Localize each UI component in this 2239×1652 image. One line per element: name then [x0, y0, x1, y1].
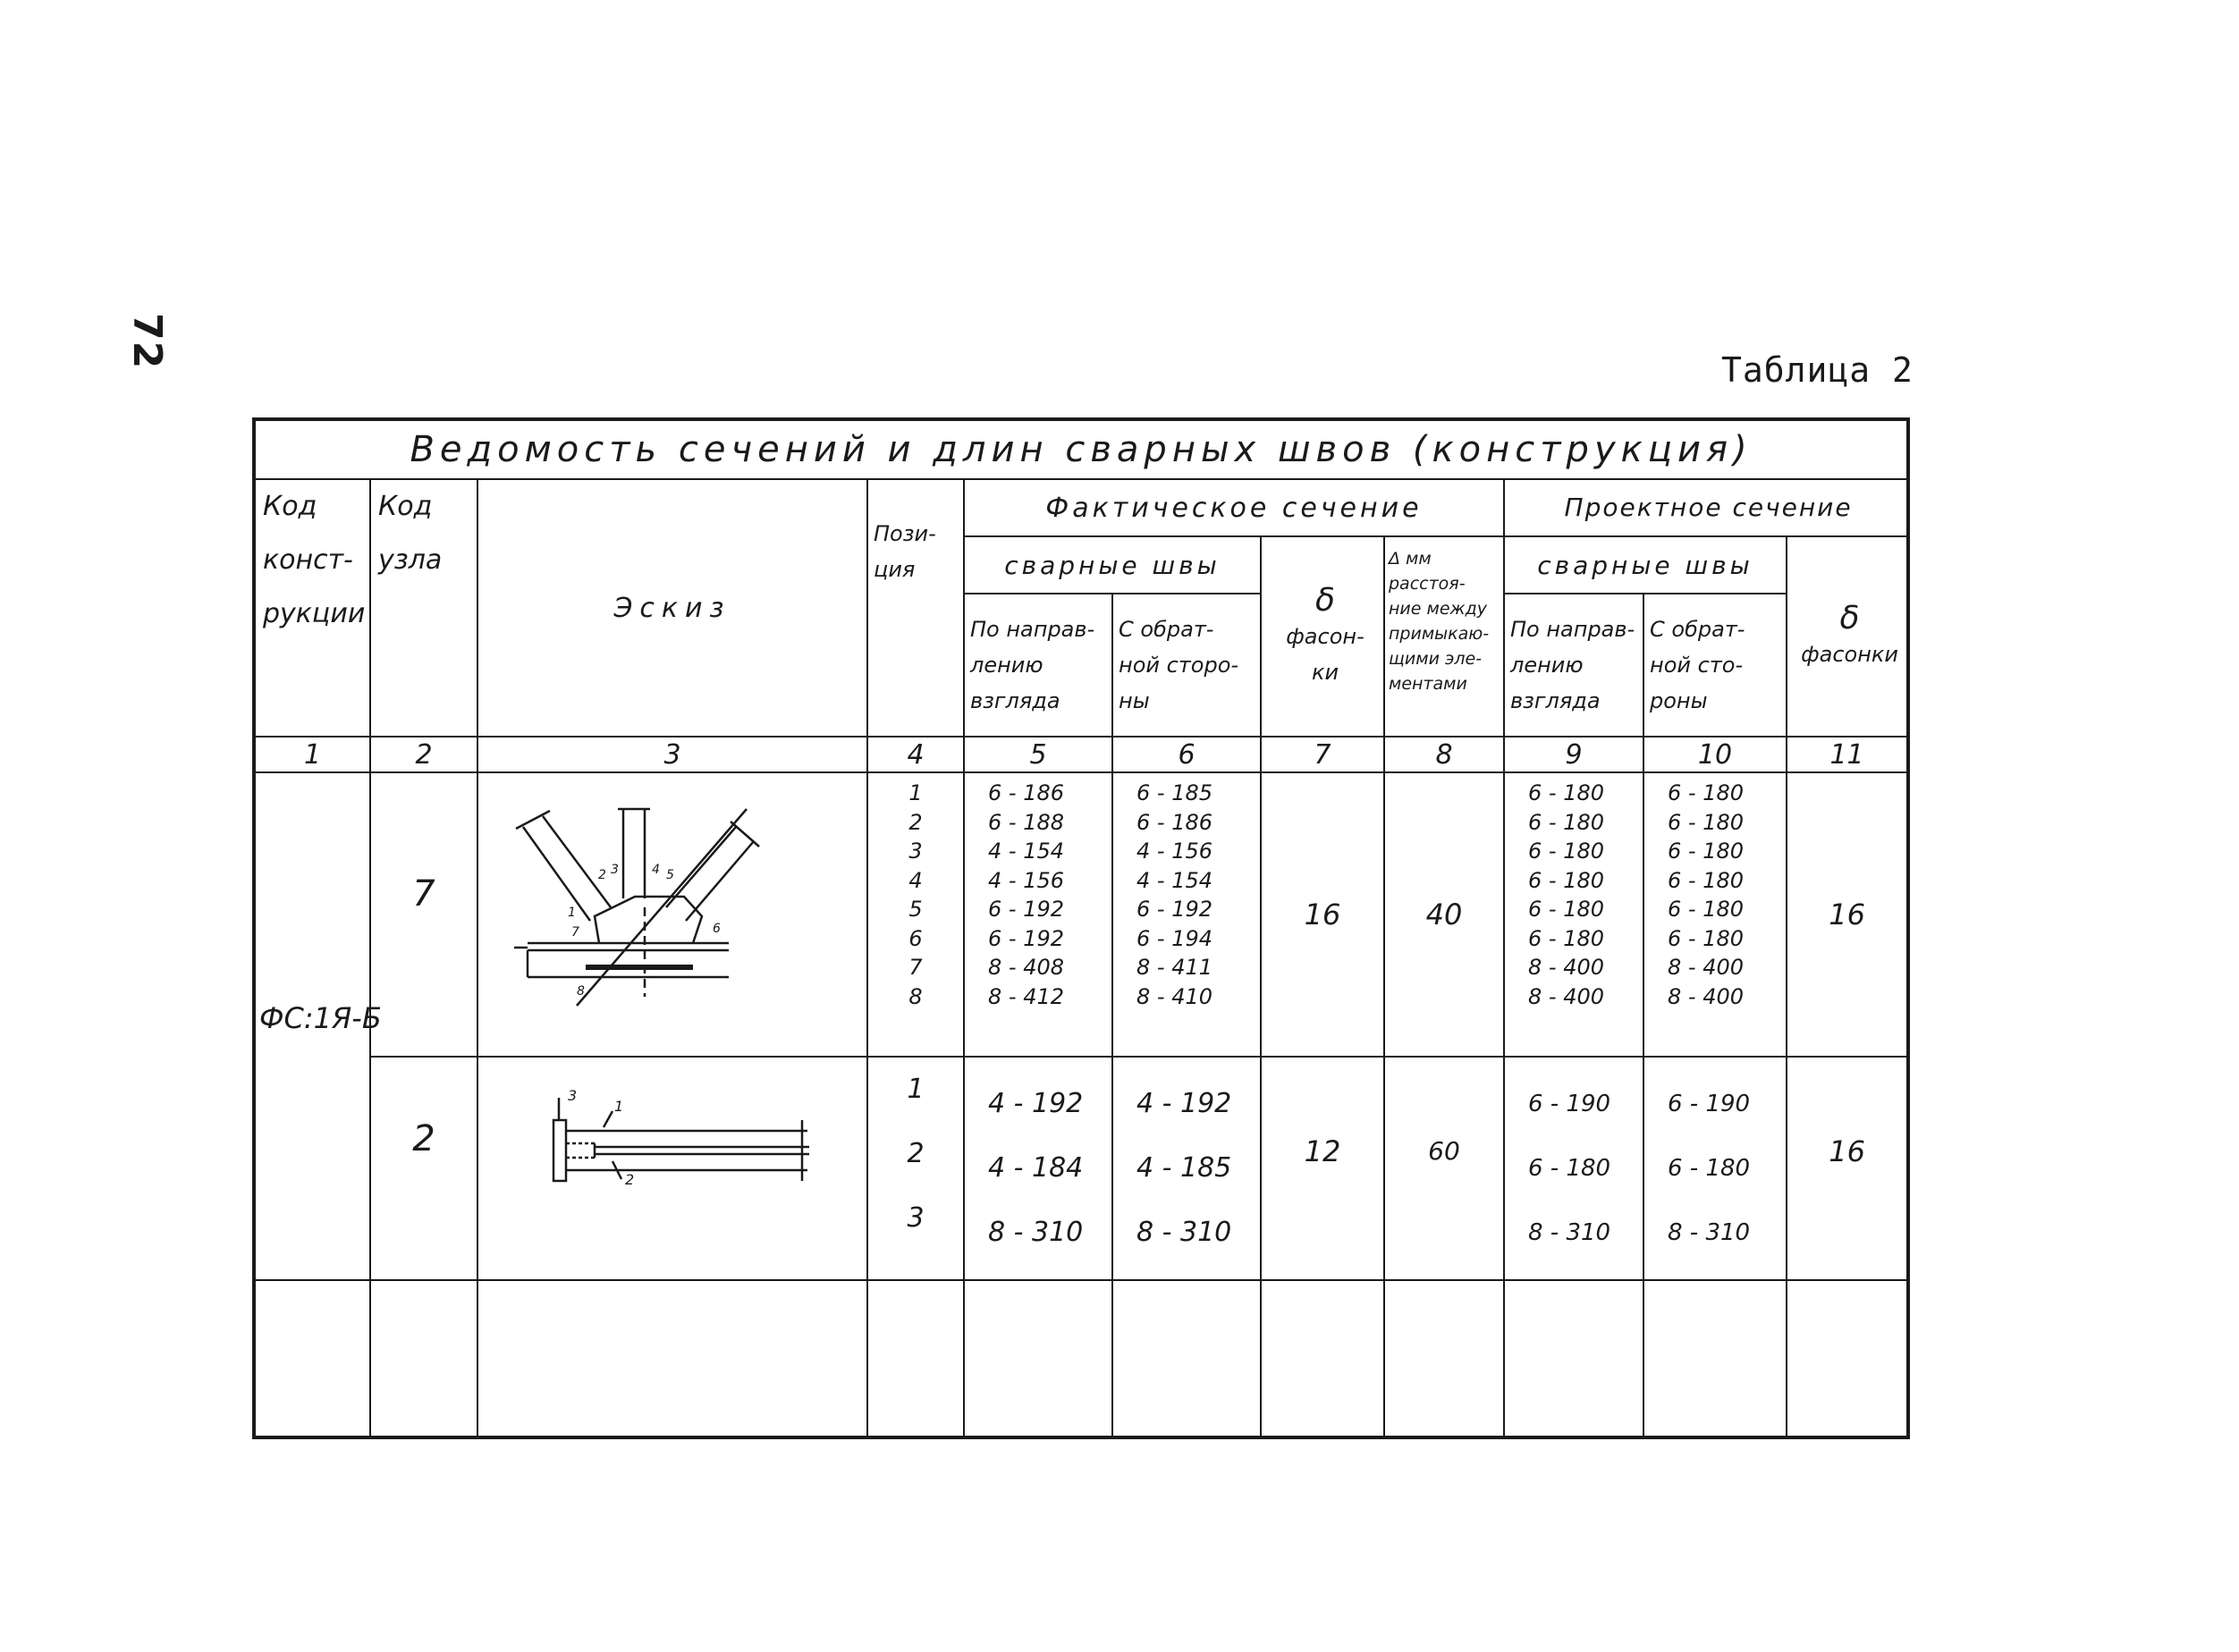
- node-row: [254, 772, 1908, 1057]
- header-actual-direction: По направ- лению взгляда: [964, 594, 1112, 737]
- empty-cell: [1261, 1280, 1384, 1437]
- position-list: 1 2 3 4 5 6 7 8: [867, 772, 964, 1057]
- distance-value: 40: [1384, 772, 1504, 1057]
- column-number: 4: [867, 737, 964, 772]
- header-gusset-actual: δ фасон- ки: [1261, 536, 1384, 737]
- column-number: 9: [1504, 737, 1643, 772]
- header-distance: Δ мм расстоя- ние между примыкаю- щими эле- ментами: [1384, 536, 1504, 737]
- node-row: [254, 1057, 1908, 1280]
- gusset-design: 16: [1787, 772, 1908, 1057]
- design-direction-values: 6 - 190 6 - 180 8 - 310: [1504, 1057, 1643, 1280]
- svg-text:3: 3: [568, 1087, 578, 1104]
- actual-direction-values: 4 - 192 4 - 184 8 - 310: [964, 1057, 1112, 1280]
- empty-cell: [254, 1280, 370, 1437]
- table-label: Таблица 2: [1721, 350, 1914, 390]
- end-node-sketch: [478, 1058, 868, 1276]
- column-number: 8: [1384, 737, 1504, 772]
- gusset-design: 16: [1787, 1057, 1908, 1280]
- svg-text:1: 1: [614, 1098, 624, 1115]
- column-number: 3: [477, 737, 867, 772]
- sketch-node-2: [477, 1057, 867, 1280]
- column-number: 5: [964, 737, 1112, 772]
- construction-code: ФС:1Я-Б: [259, 1001, 382, 1035]
- empty-cell: [1112, 1280, 1261, 1437]
- design-direction-values: 6 - 180 6 - 180 6 - 180 6 - 180 6 - 180 6 - 180 8 - 400 8 - 400: [1504, 772, 1643, 1057]
- header-design-reverse: С обрат- ной сто- роны: [1643, 594, 1787, 737]
- actual-reverse-values: 4 - 192 4 - 185 8 - 310: [1112, 1057, 1261, 1280]
- truss-node-sketch: [478, 773, 868, 1052]
- empty-cell: [477, 1280, 867, 1437]
- header-position: Пози- ция: [867, 479, 964, 737]
- header-code-construction: Код конст- рукции: [254, 479, 370, 737]
- header-welds-actual: сварные швы: [964, 536, 1261, 594]
- table-title: Ведомость сечений и длин сварных швов (конструкция): [254, 419, 1908, 479]
- svg-text:4: 4: [652, 863, 660, 877]
- svg-text:5: 5: [666, 868, 674, 882]
- empty-cell: [1643, 1280, 1787, 1437]
- svg-text:8: 8: [577, 984, 585, 999]
- column-number: 7: [1261, 737, 1384, 772]
- header-welds-design: сварные швы: [1504, 536, 1787, 594]
- column-number: 11: [1787, 737, 1908, 772]
- svg-text:2: 2: [625, 1171, 635, 1188]
- svg-text:2: 2: [598, 868, 606, 882]
- header-design-direction: По направ- лению взгляда: [1504, 594, 1643, 737]
- actual-direction-values: 6 - 186 6 - 188 4 - 154 4 - 156 6 - 192 6 - 192 8 - 408 8 - 412: [964, 772, 1112, 1057]
- column-number: 6: [1112, 737, 1261, 772]
- node-code: 7: [370, 772, 477, 1057]
- distance-value: 60: [1384, 1057, 1504, 1280]
- column-number: 2: [370, 737, 477, 772]
- gusset-actual: 12: [1261, 1057, 1384, 1280]
- empty-cell: [1504, 1280, 1643, 1437]
- column-number: 10: [1643, 737, 1787, 772]
- sketch-node-7: [477, 772, 867, 1057]
- header-actual-reverse: С обрат- ной сторо- ны: [1112, 594, 1261, 737]
- weld-schedule-table: [252, 417, 1910, 1439]
- empty-cell: [1787, 1280, 1908, 1437]
- svg-text:1: 1: [568, 906, 576, 920]
- position-list: 1 2 3: [867, 1057, 964, 1280]
- header-design-section: Проектное сечение: [1504, 479, 1908, 536]
- empty-row: [254, 1280, 1908, 1437]
- gusset-actual: 16: [1261, 772, 1384, 1057]
- header-sketch: Эскиз: [477, 479, 867, 737]
- empty-cell: [1384, 1280, 1504, 1437]
- svg-text:6: 6: [713, 922, 721, 936]
- empty-cell: [867, 1280, 964, 1437]
- header-gusset-design: δ фасонки: [1787, 536, 1908, 737]
- design-reverse-values: 6 - 180 6 - 180 6 - 180 6 - 180 6 - 180 6 - 180 8 - 400 8 - 400: [1643, 772, 1787, 1057]
- design-reverse-values: 6 - 190 6 - 180 8 - 310: [1643, 1057, 1787, 1280]
- svg-text:7: 7: [571, 925, 579, 940]
- header-actual-section: Фактическое сечение: [964, 479, 1504, 536]
- header-code-node: Код узла: [370, 479, 477, 737]
- svg-text:3: 3: [611, 863, 619, 877]
- column-number: 1: [254, 737, 370, 772]
- node-code: 2: [370, 1057, 477, 1280]
- page-number: 72: [124, 313, 170, 370]
- construction-code-cell: [254, 772, 382, 1280]
- actual-reverse-values: 6 - 185 6 - 186 4 - 156 4 - 154 6 - 192 6 - 194 8 - 411 8 - 410: [1112, 772, 1261, 1057]
- empty-cell: [370, 1280, 477, 1437]
- empty-cell: [964, 1280, 1112, 1437]
